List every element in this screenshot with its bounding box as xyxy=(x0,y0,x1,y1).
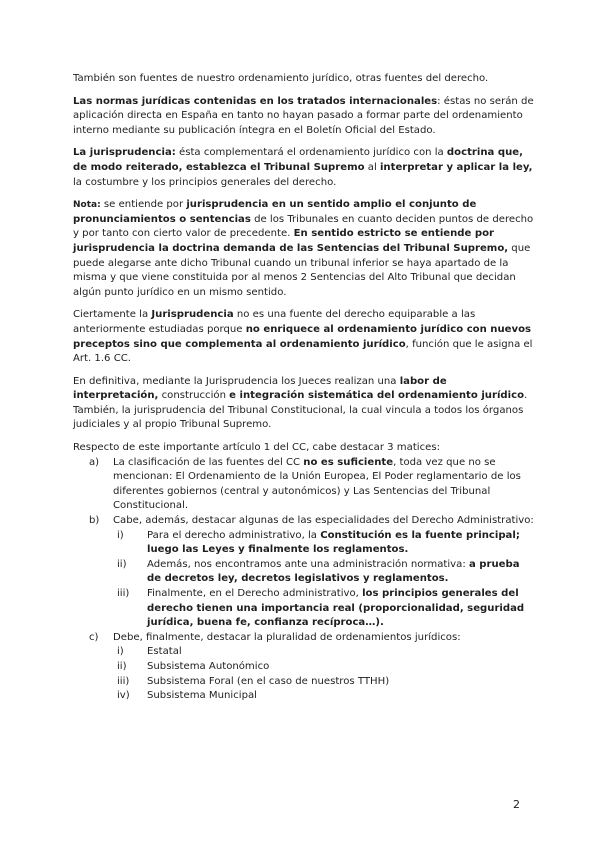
paragraph-other-sources: También son fuentes de nuestro ordenamiento jurídico, otras fuentes del derecho. xyxy=(73,73,489,84)
sub-list-item: ii) Además, nos encontramos ante una administración normativa: a prueba de decretos ley, decretos legislativos y reglamentos. xyxy=(117,558,520,585)
sub-list-item: i) Estatal xyxy=(117,646,182,658)
list-item: c) Debe, finalmente, destacar la pluralidad de ordenamientos jurídicos: xyxy=(89,631,461,643)
sub-list-item: i) Para el derecho administrativo, la Constitución es la fuente principal; luego las Leyes y finalmente los reglamentos. xyxy=(117,529,520,556)
page-number: 2 xyxy=(513,798,520,811)
sub-list-item: iii) Finalmente, en el Derecho administrativo, los principios generales del derecho tienen una importancia real (proporcionalidad, seguridad jurídica, buena fe, confianza recíproca…). xyxy=(117,588,525,629)
sub-list-item: iv) Subsistema Municipal xyxy=(117,690,257,702)
nuances-list xyxy=(73,456,535,704)
sub-list-item: ii) Subsistema Autonómico xyxy=(117,660,270,672)
paragraph-not-a-source: Ciertamente la Jurisprudencia no es una fuente del derecho equiparable a las anteriormente estudiadas porque no enriquece al ordenamiento jurídico con nuevos preceptos sino que complementa al ordenamiento jurídico, función que le asigna el Art. 1.6 CC. xyxy=(73,309,533,365)
paragraph-nuances-intro: Respecto de este importante artículo 1 del CC, cabe destacar 3 matices: xyxy=(73,442,441,454)
paragraph-conclusion: En definitiva, mediante la Jurisprudencia los Jueces realizan una labor de interpretación, construcción e integración sistemática del ordenamiento jurídico. También, la jurisprudencia del Tribunal Constitucional, la cual vincula a todos los órganos judiciales y al propio Tribunal Supremo. xyxy=(73,375,528,431)
list-item: a) La clasificación de las fuentes del CC no es suficiente, toda vez que no se mencionan: El Ordenamiento de la Unión Europea, El Poder reglamentario de los diferentes gobiernos (central y autonómicos) y Las Sentencias del Tribunal Constitucional. xyxy=(89,456,521,512)
note-label: Nota: xyxy=(73,200,101,211)
sub-list-item: iii) Subsistema Foral (en el caso de nuestros TTHH) xyxy=(117,675,390,687)
page-body xyxy=(73,72,535,704)
paragraph-jurisprudence: La jurisprudencia: ésta complementará el ordenamiento jurídico con la doctrina que, de modo reiterado, establezca el Tribunal Supremo al interpretar y aplicar la ley, la costumbre y los principios generales del derecho. xyxy=(73,147,533,188)
paragraph-treaties: Las normas jurídicas contenidas en los tratados internacionales: éstas no serán de aplicación directa en España en tanto no hayan pasado a formar parte del ordenamiento interno mediante su publicación íntegra en el Boletín Oficial del Estado. xyxy=(73,95,534,136)
paragraph-note: Nota: se entiende por jurisprudencia en un sentido amplio el conjunto de pronunciamientos o sentencias de los Tribunales en cuanto deciden puntos de derecho y por tanto con cierto valor de precedente. En sentido estricto se entiende por jurisprudencia la doctrina demanda de las Sentencias del Tribunal Supremo, que puede alegarse ante dicho Tribunal cuando un tribunal inferior se haya apartado de la misma y que viene constituida por al menos 2 Sentencias del Alto Tribunal que decidan algún punto jurídico en un mismo sentido. xyxy=(73,199,534,298)
list-item: b) Cabe, además, destacar algunas de las especialidades del Derecho Administrativo: xyxy=(89,515,534,527)
